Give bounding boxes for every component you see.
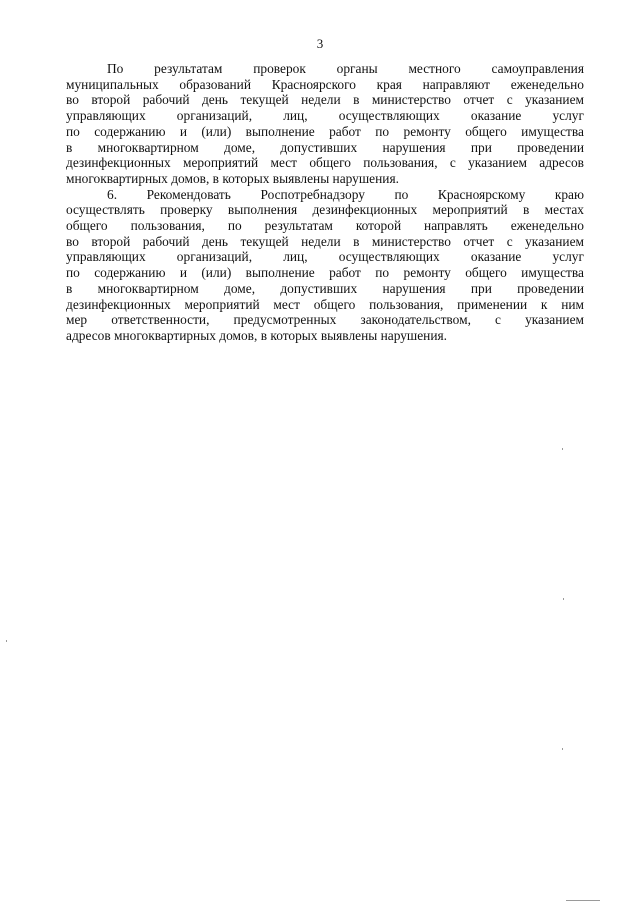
scan-speck: [562, 448, 563, 450]
text-line: общего пользования, по результатам которой направлять еженедельно: [66, 218, 584, 234]
scan-speck: [566, 900, 600, 901]
scan-speck: [6, 640, 7, 642]
text-line: по содержанию и (или) выполнение работ по ремонту общего имущества: [66, 265, 584, 281]
text-line: управляющих организаций, лиц, осуществляющих оказание услуг: [66, 108, 584, 124]
document-body: [66, 61, 584, 344]
paragraph-6: [66, 187, 584, 344]
text-line: по содержанию и (или) выполнение работ по ремонту общего имущества: [66, 123, 584, 139]
text-line: во второй рабочий день текущей недели в министерство отчет с указанием: [66, 233, 584, 249]
text-line: во второй рабочий день текущей недели в министерство отчет с указанием: [66, 92, 584, 108]
text-line: мер ответственности, предусмотренных законодательством, с указанием: [66, 312, 584, 328]
text-line: адресов многоквартирных домов, в которых выявлены нарушения.: [66, 327, 447, 343]
text-line: в многоквартирном доме, допустивших нарушения при проведении: [66, 280, 584, 296]
paragraph-1: [66, 61, 584, 187]
scan-speck: [562, 748, 563, 750]
text-line: дезинфекционных мероприятий мест общего пользования, с указанием адресов: [66, 155, 584, 171]
text-line: муниципальных образований Красноярского края направляют еженедельно: [66, 76, 584, 92]
text-line: дезинфекционных мероприятий мест общего пользования, применении к ним: [66, 296, 584, 312]
text-line: осуществлять проверку выполнения дезинфекционных мероприятий в местах: [66, 202, 584, 218]
text-line: По результатам проверок органы местного самоуправления: [107, 61, 584, 76]
text-line: в многоквартирном доме, допустивших нарушения при проведении: [66, 139, 584, 155]
page-number: 3: [316, 36, 324, 51]
scan-speck: [563, 598, 564, 600]
text-line: многоквартирных домов, в которых выявлены нарушения.: [66, 170, 399, 186]
text-line: управляющих организаций, лиц, осуществляющих оказание услуг: [66, 249, 584, 265]
text-line: 6. Рекомендовать Роспотребнадзору по Красноярскому краю: [107, 186, 584, 202]
